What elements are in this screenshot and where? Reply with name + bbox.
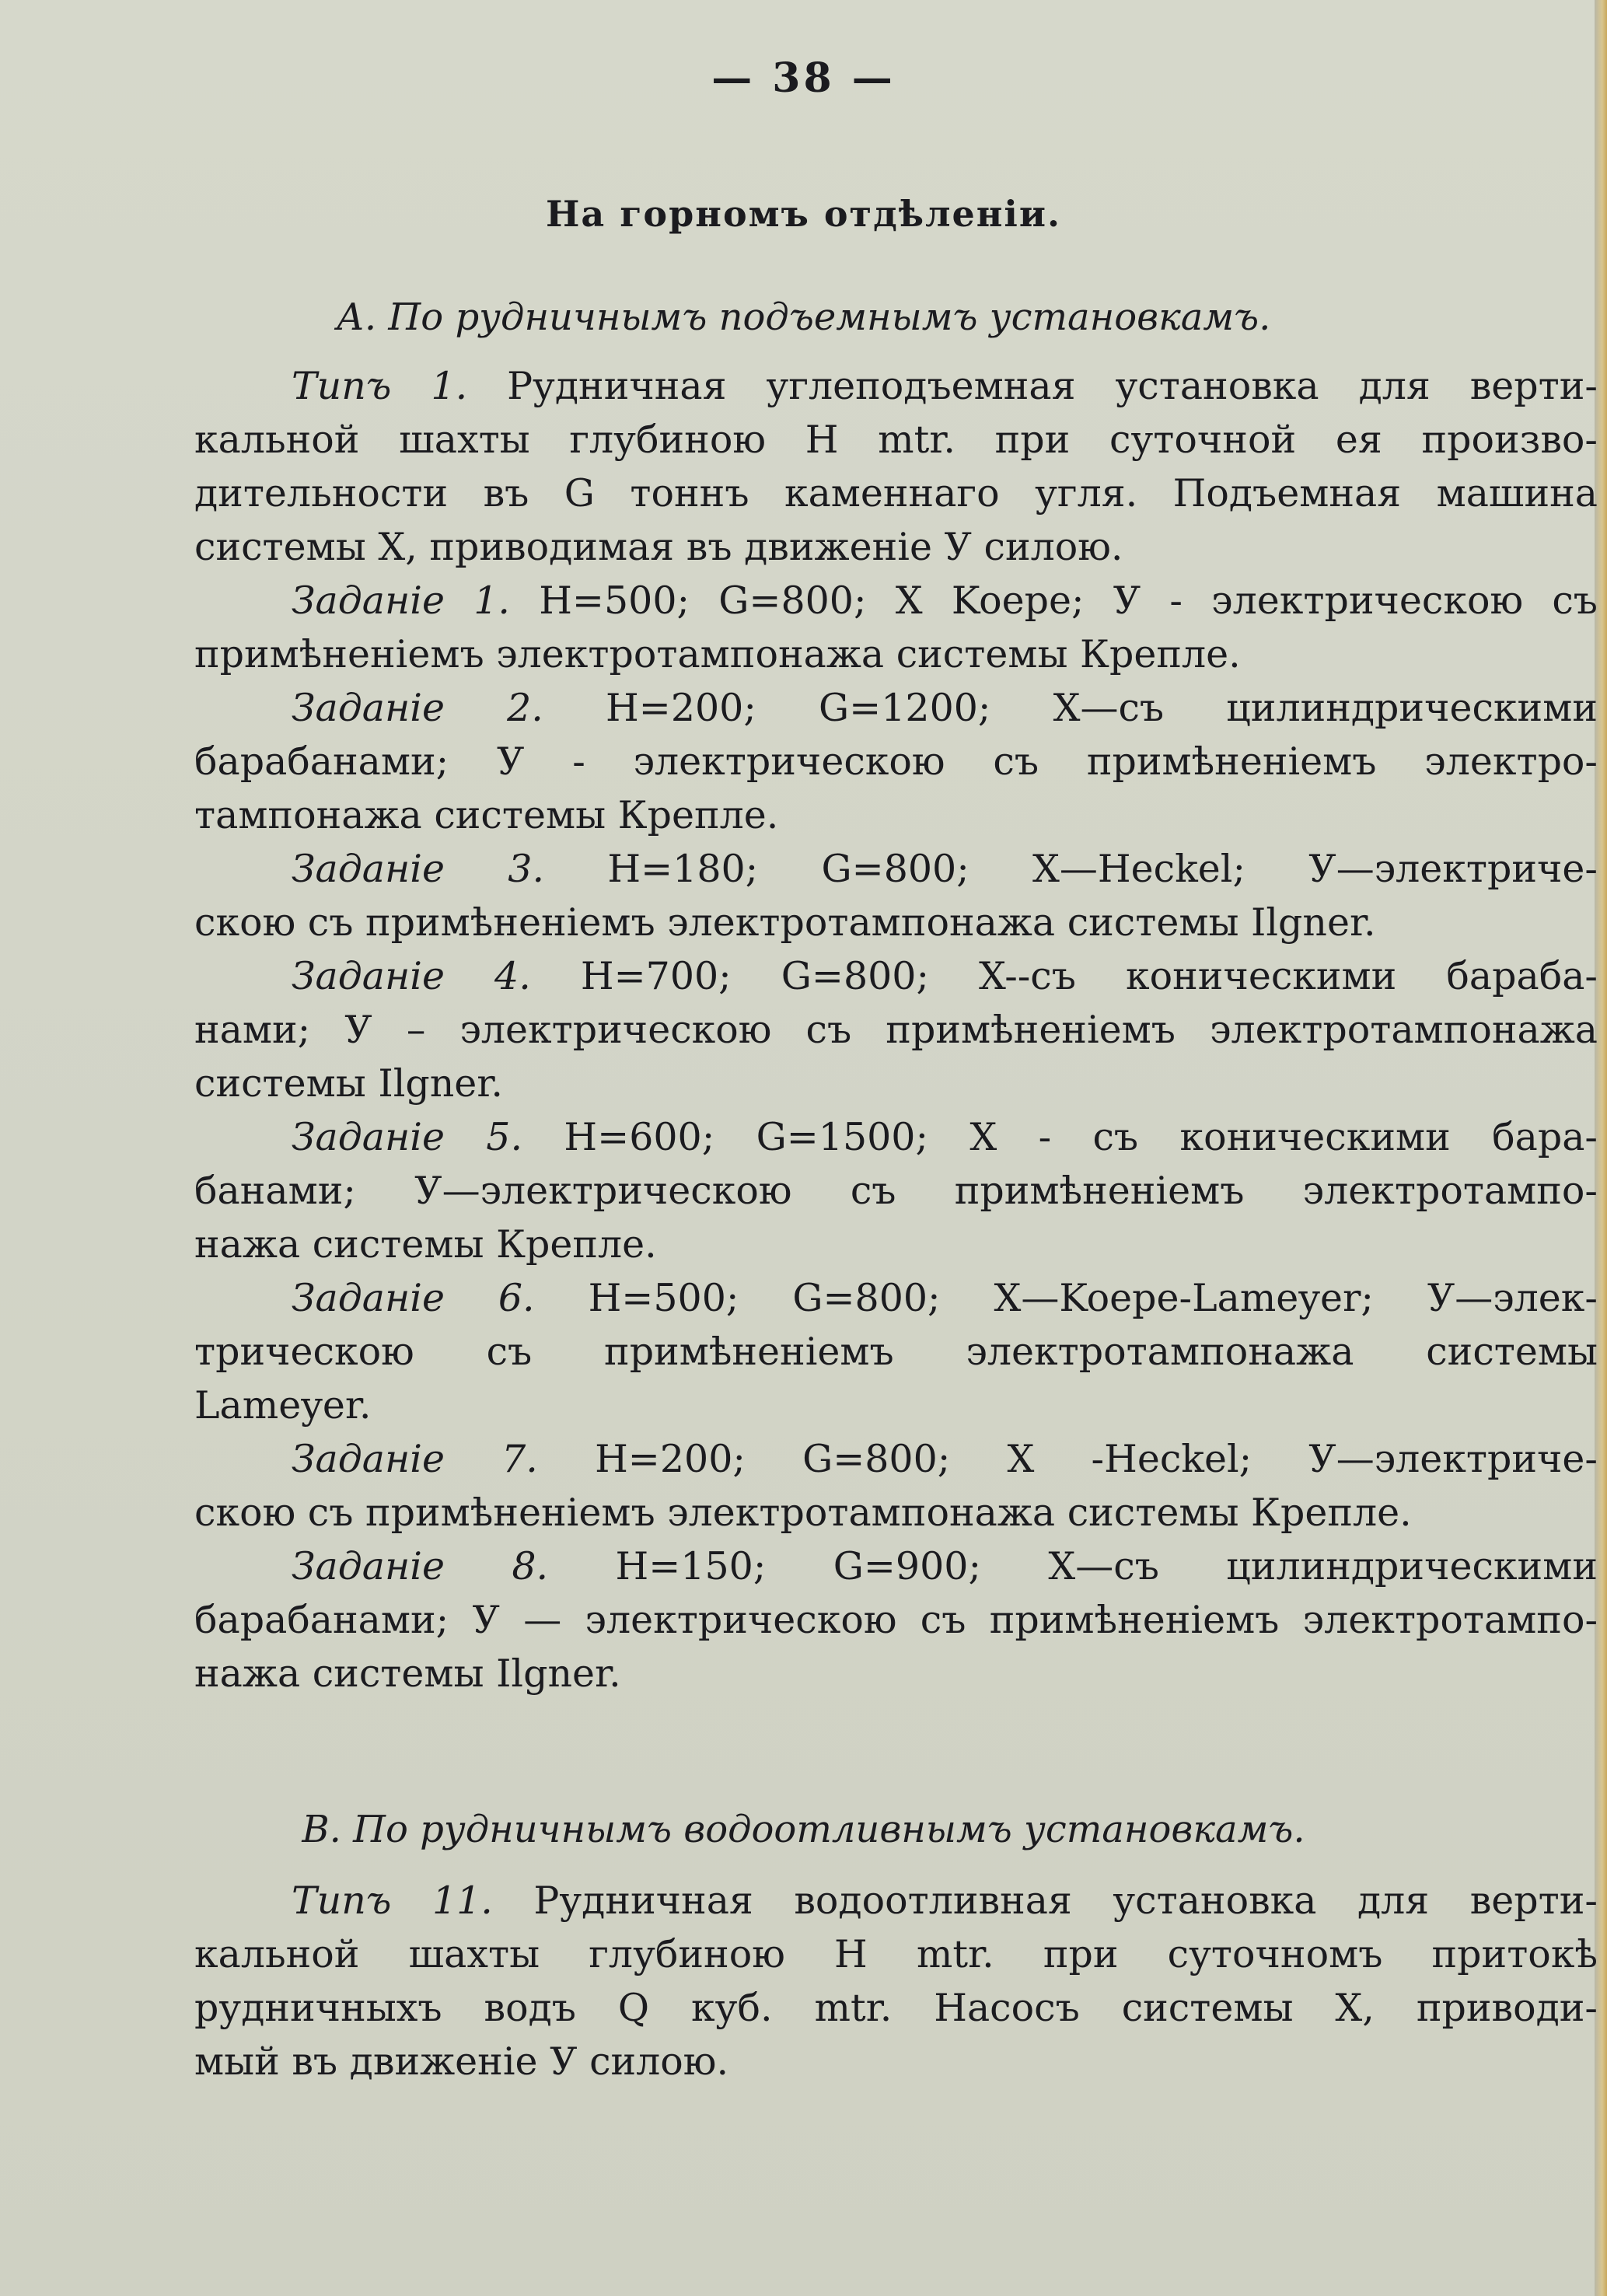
type-11-line-1: Типъ 11. Рудничная водоотливная установка для верти- bbox=[292, 1878, 1598, 1923]
type-11-line-2: кальной шахты глубиною H mtr. при суточномъ притокѣ bbox=[194, 1932, 1598, 1976]
task-label: Заданiе 7. bbox=[292, 1437, 538, 1481]
task-7-line-1: Заданiе 7. H=200; G=800; X -Heckel; У—электриче- bbox=[292, 1437, 1598, 1481]
task-2-line-2: барабанами; У - электрическою съ примѣненiемъ электро- bbox=[194, 739, 1598, 784]
task-label: Заданiе 1. bbox=[292, 578, 510, 623]
section-a-heading: А. По рудничнымъ подъемнымъ установкамъ. bbox=[336, 295, 1271, 339]
task-6-line-1: Заданiе 6. H=500; G=800; X—Koepe-Lameyer; У—элек- bbox=[292, 1276, 1598, 1320]
task-4-line-2: нами; У – электрическою съ примѣненiемъ электротампонажа bbox=[194, 1008, 1598, 1052]
type-1-line-1: Типъ 1. Рудничная углеподъемная установка для верти- bbox=[292, 364, 1598, 408]
task-3-line-2: скою съ примѣненiемъ электротампонажа системы Ilgner. bbox=[194, 900, 1376, 945]
task-1-line-2: примѣненiемъ электротампонажа системы Крепле. bbox=[194, 632, 1241, 676]
section-b-body bbox=[194, 1874, 1598, 2088]
section-b-heading: B. По рудничнымъ водоотливнымъ установкамъ. bbox=[302, 1808, 1305, 1851]
task-6-line-2: трическою съ примѣненiемъ электротампонажа системы bbox=[194, 1330, 1598, 1374]
task-label: Заданiе 2. bbox=[292, 686, 543, 730]
type-11-line-3: рудничныхъ водъ Q куб. mtr. Насосъ системы X, приводи- bbox=[194, 1986, 1598, 2030]
type-1-line-3: дительности въ G тоннъ каменнаго угля. Подъемная машина bbox=[194, 471, 1598, 515]
task-5-line-2: банами; У—электрическою съ примѣненiемъ электротампо- bbox=[194, 1169, 1598, 1213]
task-label: Заданiе 3. bbox=[292, 847, 545, 891]
task-5-line-1: Заданiе 5. H=600; G=1500; X - съ коническими бара- bbox=[292, 1115, 1598, 1159]
task-8-line-2: барабанами; У — электрическою съ примѣненiемъ электротампо- bbox=[194, 1598, 1598, 1642]
type-label: Типъ 11. bbox=[292, 1878, 493, 1923]
task-2-line-3: тампонажа системы Крепле. bbox=[194, 793, 779, 837]
task-8-line-3: нажа системы Ilgner. bbox=[194, 1651, 621, 1696]
task-label: Заданiе 5. bbox=[292, 1115, 523, 1159]
type-1-line-4: системы X, приводимая въ движенiе У силою. bbox=[194, 525, 1123, 569]
type-label: Типъ 1. bbox=[292, 364, 468, 408]
task-label: Заданiе 8. bbox=[292, 1544, 549, 1588]
task-5-line-3: нажа системы Крепле. bbox=[194, 1222, 657, 1267]
task-1-line-1: Заданiе 1. H=500; G=800; X Koepe; У - электрическою съ bbox=[292, 578, 1598, 623]
main-heading: На горномъ отдѣленіи. bbox=[545, 193, 1062, 235]
task-label: Заданiе 4. bbox=[292, 954, 531, 998]
task-label: Заданiе 6. bbox=[292, 1276, 535, 1320]
task-3-line-1: Заданiе 3. H=180; G=800; X—Heckel; У—электриче- bbox=[292, 847, 1598, 891]
page-number: — 38 — bbox=[711, 54, 896, 102]
task-8-line-1: Заданiе 8. H=150; G=900; X—съ цилиндрическими bbox=[292, 1544, 1598, 1588]
task-6-line-3: Lameyer. bbox=[194, 1383, 372, 1428]
section-a-body bbox=[194, 359, 1598, 1700]
task-2-line-1: Заданiе 2. H=200; G=1200; X—съ цилиндрическими bbox=[292, 686, 1598, 730]
type-1-line-2: кальной шахты глубиною H mtr. при суточной ея произво- bbox=[194, 418, 1598, 462]
type-11-line-4: мый въ движенiе У силою. bbox=[194, 2039, 729, 2084]
task-7-line-2: скою съ примѣненiемъ электротампонажа системы Крепле. bbox=[194, 1490, 1412, 1535]
task-4-line-1: Заданiе 4. H=700; G=800; X--съ коническими бараба- bbox=[292, 954, 1598, 998]
task-4-line-3: системы Ilgner. bbox=[194, 1061, 503, 1106]
